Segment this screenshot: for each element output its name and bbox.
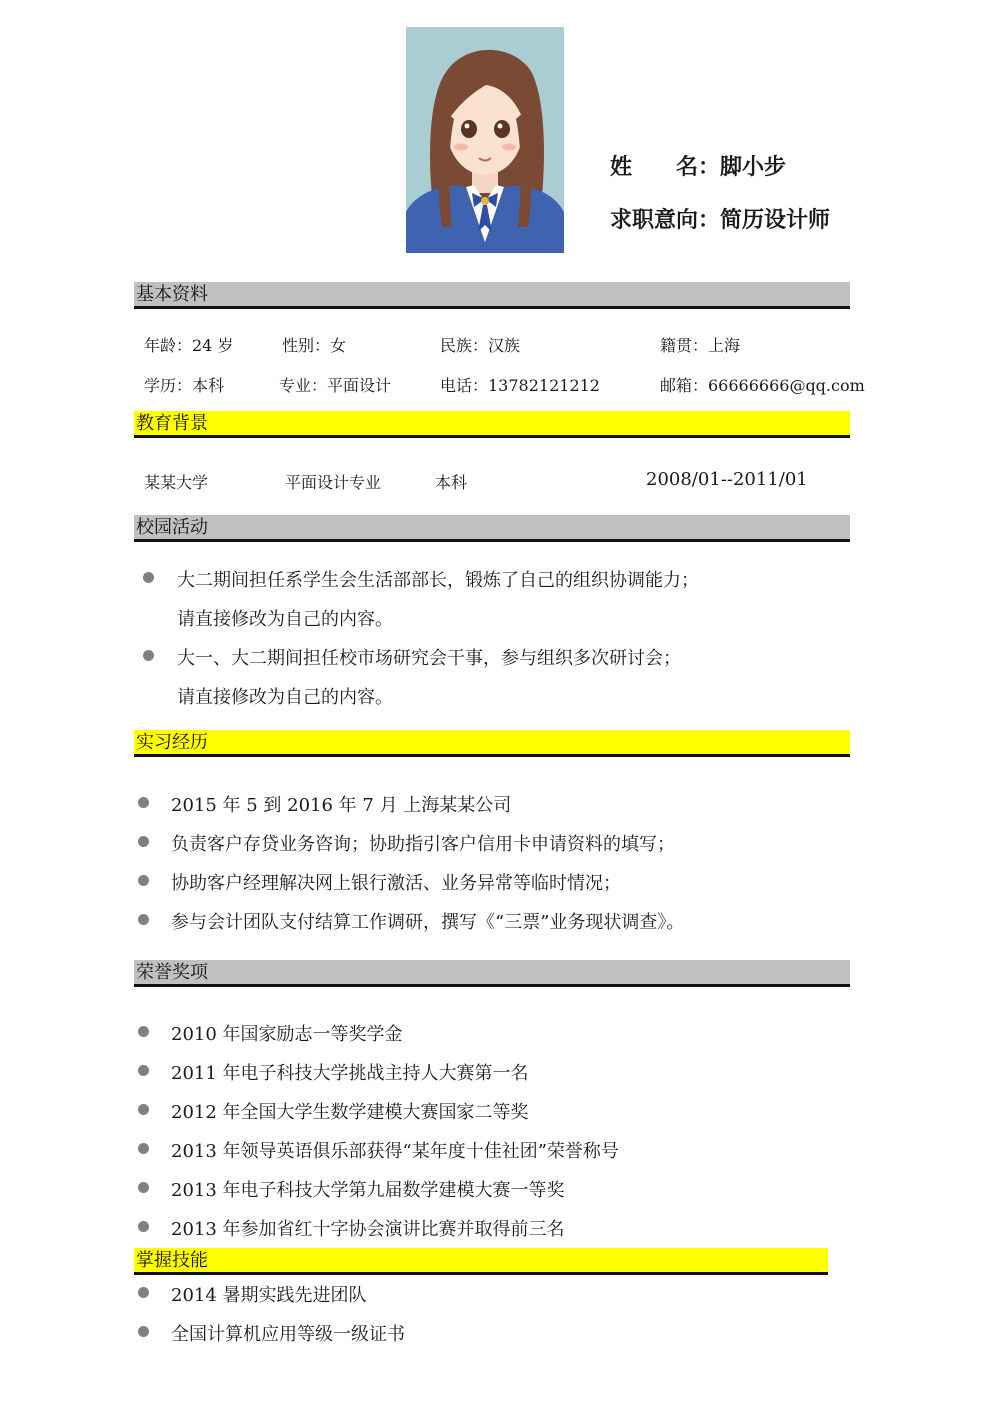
intent-row xyxy=(610,203,830,234)
profile-photo xyxy=(406,27,564,253)
section-bar-campus xyxy=(134,515,850,542)
honor-item: 2010 年国家励志一等奖学金 xyxy=(171,1024,403,1045)
section-title-honors: 荣誉奖项 xyxy=(136,962,208,983)
education-period: 2008/01--2011/01 xyxy=(646,469,808,490)
campus-item-2-line1: 大一、大二期间担任校市场研究会干事，参与组织多次研讨会； xyxy=(177,648,681,669)
bullet-icon xyxy=(143,572,154,583)
section-title-skills: 掌握技能 xyxy=(136,1250,208,1271)
section-bar-honors xyxy=(134,960,850,987)
basic-phone: 电话：13782121212 xyxy=(440,376,600,395)
education-major: 平面设计专业 xyxy=(285,473,382,492)
bullet-icon xyxy=(138,1326,149,1337)
section-title-campus: 校园活动 xyxy=(136,517,208,538)
skill-item: 2014 暑期实践先进团队 xyxy=(171,1285,367,1306)
honor-item: 2013 年电子科技大学第九届数学建模大赛一等奖 xyxy=(171,1180,565,1201)
name-value: 脚小步 xyxy=(720,154,787,180)
bullet-icon xyxy=(138,1287,149,1298)
bullet-icon xyxy=(143,650,154,661)
basic-major: 专业：平面设计 xyxy=(279,376,392,395)
honor-item: 2011 年电子科技大学挑战主持人大赛第一名 xyxy=(171,1063,529,1084)
campus-item-1-line1: 大二期间担任系学生会生活部部长，锻炼了自己的组织协调能力； xyxy=(177,570,699,591)
skill-item: 全国计算机应用等级一级证书 xyxy=(171,1324,405,1345)
internship-item: 负责客户存贷业务咨询；协助指引客户信用卡申请资料的填写； xyxy=(171,834,675,855)
campus-item-1-line2: 请直接修改为自己的内容。 xyxy=(177,609,393,630)
basic-hometown: 籍贯：上海 xyxy=(660,336,741,355)
honor-item: 2012 年全国大学生数学建模大赛国家二等奖 xyxy=(171,1102,529,1123)
bullet-icon xyxy=(138,836,149,847)
honor-item: 2013 年领导英语俱乐部获得“某年度十佳社团”荣誉称号 xyxy=(171,1141,619,1162)
name-label: 姓 名： xyxy=(610,154,721,180)
bullet-icon xyxy=(138,1104,149,1115)
section-bar-education xyxy=(134,411,850,438)
bullet-icon xyxy=(138,1221,149,1232)
bullet-icon xyxy=(138,797,149,808)
section-bar-skills xyxy=(134,1248,828,1275)
internship-item: 协助客户经理解决网上银行激活、业务异常等临时情况； xyxy=(171,873,621,894)
campus-item-2-line2: 请直接修改为自己的内容。 xyxy=(177,687,393,708)
section-bar-internship xyxy=(134,730,850,757)
education-degree: 本科 xyxy=(435,473,468,492)
basic-age: 年龄：24 岁 xyxy=(144,336,234,355)
bullet-icon xyxy=(138,1065,149,1076)
basic-education: 学历：本科 xyxy=(144,376,225,395)
intent-label: 求职意向： xyxy=(610,207,721,233)
basic-ethnicity: 民族：汉族 xyxy=(440,336,521,355)
basic-gender: 性别：女 xyxy=(282,336,347,355)
bullet-icon xyxy=(138,1182,149,1193)
portrait-avatar-icon xyxy=(406,27,564,253)
name-row xyxy=(610,150,786,181)
bullet-icon xyxy=(138,1026,149,1037)
section-title-education: 教育背景 xyxy=(136,413,208,434)
internship-item: 2015 年 5 到 2016 年 7 月 上海某某公司 xyxy=(171,795,512,816)
section-title-internship: 实习经历 xyxy=(136,732,208,753)
honor-item: 2013 年参加省红十字协会演讲比赛并取得前三名 xyxy=(171,1219,565,1240)
section-bar-basic xyxy=(134,282,850,309)
intent-value: 简历设计师 xyxy=(720,207,831,233)
section-title-basic: 基本资料 xyxy=(136,284,208,305)
bullet-icon xyxy=(138,1143,149,1154)
internship-item: 参与会计团队支付结算工作调研，撰写《“三票”业务现状调查》。 xyxy=(171,912,685,933)
bullet-icon xyxy=(138,914,149,925)
basic-email: 邮箱：66666666@qq.com xyxy=(660,376,865,395)
education-school: 某某大学 xyxy=(144,473,209,492)
bullet-icon xyxy=(138,875,149,886)
